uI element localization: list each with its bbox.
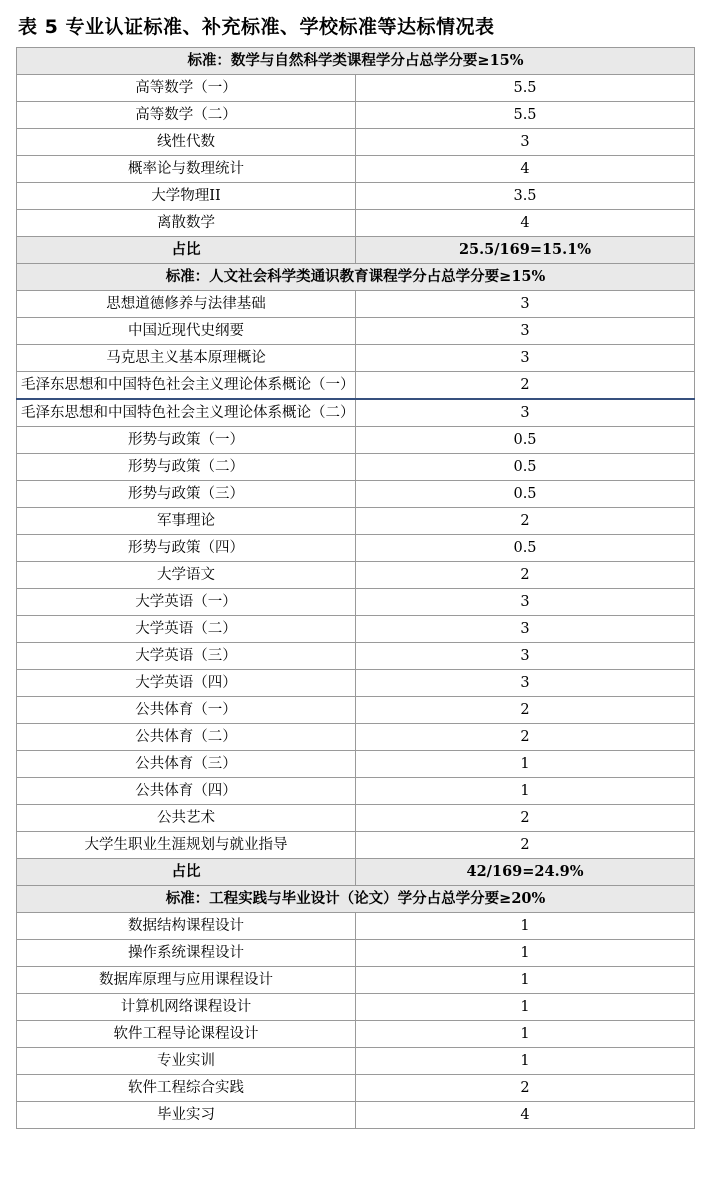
credit-cell: 4 bbox=[356, 210, 695, 237]
credit-cell: 5.5 bbox=[356, 75, 695, 102]
table-row bbox=[17, 1102, 695, 1129]
table-body bbox=[17, 48, 695, 1129]
table-row bbox=[17, 643, 695, 670]
course-name-cell: 毕业实习 bbox=[17, 1102, 356, 1129]
table-row bbox=[17, 562, 695, 589]
credit-cell: 1 bbox=[356, 940, 695, 967]
table-row bbox=[17, 805, 695, 832]
table-row bbox=[17, 616, 695, 643]
course-name-cell: 形势与政策（二） bbox=[17, 454, 356, 481]
table-row bbox=[17, 994, 695, 1021]
credit-cell: 4 bbox=[356, 1102, 695, 1129]
table-section-row bbox=[17, 886, 695, 913]
table-row bbox=[17, 967, 695, 994]
credit-cell: 4 bbox=[356, 156, 695, 183]
course-name-cell: 操作系统课程设计 bbox=[17, 940, 356, 967]
table-row bbox=[17, 75, 695, 102]
table-row bbox=[17, 697, 695, 724]
course-name-cell: 大学语文 bbox=[17, 562, 356, 589]
course-name-cell: 概率论与数理统计 bbox=[17, 156, 356, 183]
course-name-cell: 专业实训 bbox=[17, 1048, 356, 1075]
course-name-cell: 软件工程综合实践 bbox=[17, 1075, 356, 1102]
ratio-value: 25.5/169=15.1% bbox=[356, 237, 695, 264]
page-title: 表 5 专业认证标准、补充标准、学校标准等达标情况表 bbox=[18, 16, 495, 38]
table-row bbox=[17, 778, 695, 805]
credit-cell: 2 bbox=[356, 724, 695, 751]
credit-cell: 2 bbox=[356, 508, 695, 535]
credit-cell: 1 bbox=[356, 1021, 695, 1048]
course-name-cell: 软件工程导论课程设计 bbox=[17, 1021, 356, 1048]
table-row bbox=[17, 318, 695, 345]
table-section-row bbox=[17, 48, 695, 75]
credit-cell: 3 bbox=[356, 345, 695, 372]
credit-cell: 2 bbox=[356, 832, 695, 859]
credit-cell: 1 bbox=[356, 967, 695, 994]
table-row bbox=[17, 345, 695, 372]
course-name-cell: 思想道德修养与法律基础 bbox=[17, 291, 356, 318]
credit-cell: 2 bbox=[356, 805, 695, 832]
credit-cell: 1 bbox=[356, 751, 695, 778]
course-name-cell: 线性代数 bbox=[17, 129, 356, 156]
table-row bbox=[17, 481, 695, 508]
course-name-cell: 大学物理II bbox=[17, 183, 356, 210]
table-row bbox=[17, 102, 695, 129]
course-name-cell: 形势与政策（四） bbox=[17, 535, 356, 562]
credit-cell: 5.5 bbox=[356, 102, 695, 129]
course-name-cell: 大学生职业生涯规划与就业指导 bbox=[17, 832, 356, 859]
credit-cell: 1 bbox=[356, 994, 695, 1021]
course-name-cell: 马克思主义基本原理概论 bbox=[17, 345, 356, 372]
credit-cell: 3 bbox=[356, 399, 695, 427]
course-name-cell: 高等数学（一） bbox=[17, 75, 356, 102]
table-row bbox=[17, 291, 695, 318]
credit-cell: 3.5 bbox=[356, 183, 695, 210]
course-name-cell: 大学英语（二） bbox=[17, 616, 356, 643]
table-row bbox=[17, 535, 695, 562]
table-row bbox=[17, 832, 695, 859]
table-section-row bbox=[17, 264, 695, 291]
credit-cell: 2 bbox=[356, 562, 695, 589]
course-name-cell: 公共体育（二） bbox=[17, 724, 356, 751]
section-label: 标准：人文社会科学类通识教育课程学分占总学分要≥15% bbox=[17, 264, 695, 291]
table-row bbox=[17, 589, 695, 616]
credit-cell: 1 bbox=[356, 1048, 695, 1075]
course-name-cell: 公共体育（一） bbox=[17, 697, 356, 724]
table-row bbox=[17, 427, 695, 454]
table-row bbox=[17, 1075, 695, 1102]
table-row bbox=[17, 508, 695, 535]
table-row bbox=[17, 1021, 695, 1048]
credit-cell: 3 bbox=[356, 291, 695, 318]
table-row bbox=[17, 1048, 695, 1075]
table-row bbox=[17, 670, 695, 697]
credit-cell: 3 bbox=[356, 318, 695, 345]
credit-cell: 0.5 bbox=[356, 427, 695, 454]
credit-cell: 3 bbox=[356, 616, 695, 643]
course-name-cell: 形势与政策（一） bbox=[17, 427, 356, 454]
table-ratio-row bbox=[17, 237, 695, 264]
course-name-cell: 公共体育（三） bbox=[17, 751, 356, 778]
ratio-label: 占比 bbox=[17, 859, 356, 886]
table-row bbox=[17, 913, 695, 940]
table-row bbox=[17, 183, 695, 210]
ratio-value: 42/169=24.9% bbox=[356, 859, 695, 886]
course-name-cell: 形势与政策（三） bbox=[17, 481, 356, 508]
table-row bbox=[17, 940, 695, 967]
credit-cell: 2 bbox=[356, 697, 695, 724]
course-name-cell: 高等数学（二） bbox=[17, 102, 356, 129]
table-row bbox=[17, 129, 695, 156]
course-name-cell: 中国近现代史纲要 bbox=[17, 318, 356, 345]
course-name-cell: 毛泽东思想和中国特色社会主义理论体系概论（二） bbox=[17, 399, 356, 427]
course-name-cell: 大学英语（三） bbox=[17, 643, 356, 670]
section-label: 标准：工程实践与毕业设计（论文）学分占总学分要≥20% bbox=[17, 886, 695, 913]
credit-cell: 3 bbox=[356, 589, 695, 616]
course-name-cell: 离散数学 bbox=[17, 210, 356, 237]
course-name-cell: 计算机网络课程设计 bbox=[17, 994, 356, 1021]
credit-cell: 0.5 bbox=[356, 454, 695, 481]
table-row bbox=[17, 210, 695, 237]
credit-cell: 3 bbox=[356, 670, 695, 697]
course-name-cell: 军事理论 bbox=[17, 508, 356, 535]
table-row bbox=[17, 399, 695, 427]
ratio-label: 占比 bbox=[17, 237, 356, 264]
credit-cell: 2 bbox=[356, 372, 695, 400]
section-label: 标准：数学与自然科学类课程学分占总学分要≥15% bbox=[17, 48, 695, 75]
course-name-cell: 大学英语（一） bbox=[17, 589, 356, 616]
course-name-cell: 数据库原理与应用课程设计 bbox=[17, 967, 356, 994]
table-ratio-row bbox=[17, 859, 695, 886]
table-row bbox=[17, 156, 695, 183]
course-name-cell: 毛泽东思想和中国特色社会主义理论体系概论（一） bbox=[17, 372, 356, 400]
credit-cell: 3 bbox=[356, 643, 695, 670]
table-row bbox=[17, 751, 695, 778]
credit-cell: 3 bbox=[356, 129, 695, 156]
table-row bbox=[17, 724, 695, 751]
credit-cell: 0.5 bbox=[356, 481, 695, 508]
table-row bbox=[17, 454, 695, 481]
credit-cell: 0.5 bbox=[356, 535, 695, 562]
course-name-cell: 公共艺术 bbox=[17, 805, 356, 832]
course-name-cell: 大学英语（四） bbox=[17, 670, 356, 697]
table-row bbox=[17, 372, 695, 400]
credit-cell: 1 bbox=[356, 913, 695, 940]
credit-requirement-table bbox=[16, 47, 695, 1129]
course-name-cell: 数据结构课程设计 bbox=[17, 913, 356, 940]
credit-cell: 2 bbox=[356, 1075, 695, 1102]
course-name-cell: 公共体育（四） bbox=[17, 778, 356, 805]
credit-cell: 1 bbox=[356, 778, 695, 805]
